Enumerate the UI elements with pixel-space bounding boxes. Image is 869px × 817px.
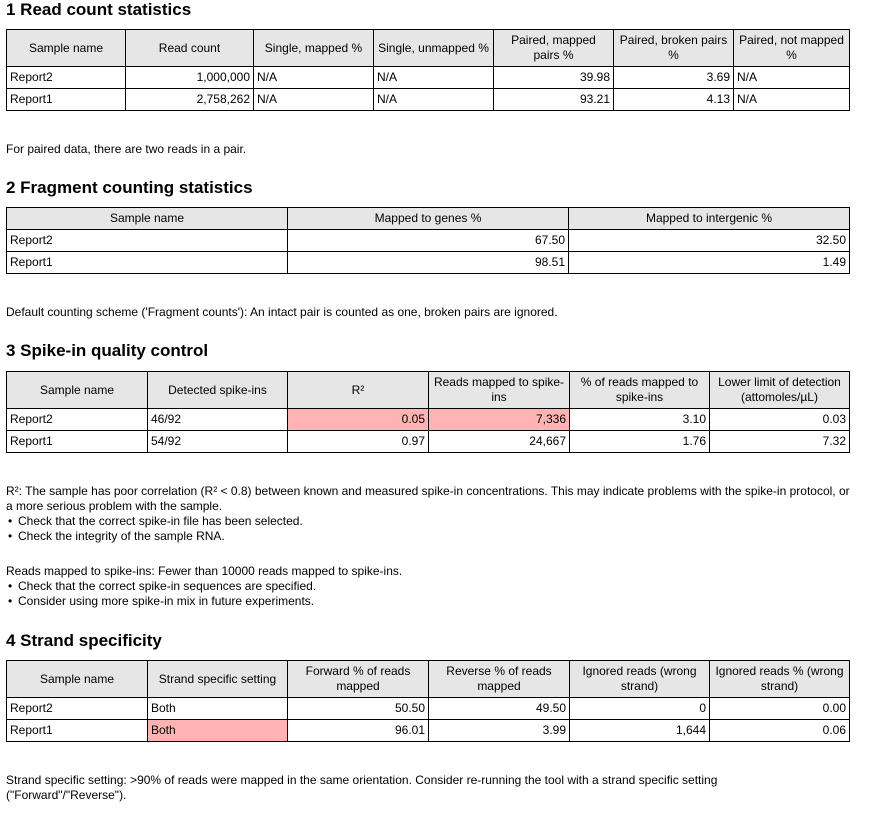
table-cell: Report1 (7, 720, 148, 742)
warning-cell: 7,336 (429, 409, 570, 431)
strand-note: Strand specific setting: >90% of reads were mapped in the same orientation. Consider re-running the tool with a strand specific setting ("Forward"/"Reverse"). (6, 773, 718, 802)
table-cell: 3.99 (429, 720, 570, 742)
table-cell: Report1 (7, 89, 126, 111)
table-row (7, 431, 850, 453)
table-cell: 0 (570, 698, 710, 720)
table-cell: 0.00 (710, 698, 850, 720)
column-header: Paired, mapped pairs % (494, 30, 614, 67)
table-cell: 1.49 (569, 252, 850, 274)
table-cell: Report1 (7, 252, 288, 274)
table-cell: Report2 (7, 409, 148, 431)
table-cell: N/A (374, 89, 494, 111)
table-row (7, 230, 850, 252)
r2-recommendations (6, 514, 851, 544)
table-cell: 0.97 (288, 431, 429, 453)
column-header: Ignored reads % (wrong strand) (710, 661, 850, 698)
column-header: R² (288, 372, 429, 409)
column-header: Reads mapped to spike-ins (429, 372, 570, 409)
table-cell: Both (148, 698, 288, 720)
table-cell: N/A (374, 67, 494, 89)
column-header: Single, mapped % (254, 30, 374, 67)
read-count-note: For paired data, there are two reads in a pair. (6, 142, 247, 156)
table-row (7, 67, 850, 89)
table-cell: Report1 (7, 431, 148, 453)
table-header-row (7, 208, 850, 230)
fragment-note: Default counting scheme ('Fragment counts'): An intact pair is counted as one, broken pairs are ignored. (6, 305, 558, 319)
column-header: Sample name (7, 661, 148, 698)
table-row (7, 698, 850, 720)
warning-cell: Both (148, 720, 288, 742)
table-cell: 2,758,262 (126, 89, 254, 111)
table-cell: 54/92 (148, 431, 288, 453)
spike-in-table (6, 371, 850, 453)
column-header: Strand specific setting (148, 661, 288, 698)
table-cell: 0.03 (710, 409, 850, 431)
section-title-spike-in: 3 Spike-in quality control (6, 341, 209, 360)
list-item: • Check that the correct spike-in sequences are specified. (18, 579, 851, 594)
reads-warning-block (6, 564, 851, 609)
table-cell: 98.51 (288, 252, 569, 274)
table-header-row (7, 372, 850, 409)
table-cell: 1,644 (570, 720, 710, 742)
column-header: % of reads mapped to spike-ins (570, 372, 710, 409)
table-cell: 39.98 (494, 67, 614, 89)
table-header-row (7, 661, 850, 698)
fragment-table (6, 207, 850, 274)
table-cell: N/A (734, 89, 850, 111)
table-cell: N/A (254, 89, 374, 111)
read-count-table (6, 29, 850, 111)
table-cell: 49.50 (429, 698, 570, 720)
table-cell: Report2 (7, 698, 148, 720)
table-row (7, 252, 850, 274)
column-header: Reverse % of reads mapped (429, 661, 570, 698)
column-header: Single, unmapped % (374, 30, 494, 67)
table-cell: 1,000,000 (126, 67, 254, 89)
table-cell: 3.69 (614, 67, 734, 89)
reads-recommendations (6, 579, 851, 609)
section-title-read-count: 1 Read count statistics (6, 0, 192, 19)
list-item: • Check the integrity of the sample RNA. (18, 529, 851, 544)
table-cell: 32.50 (569, 230, 850, 252)
table-cell: 93.21 (494, 89, 614, 111)
table-cell: 67.50 (288, 230, 569, 252)
table-row (7, 409, 850, 431)
list-item: • Consider using more spike-in mix in future experiments. (18, 594, 851, 609)
column-header: Mapped to intergenic % (569, 208, 850, 230)
table-cell: 4.13 (614, 89, 734, 111)
list-item: • Check that the correct spike-in file has been selected. (18, 514, 851, 529)
table-cell: 24,667 (429, 431, 570, 453)
table-cell: 0.06 (710, 720, 850, 742)
table-cell: 1.76 (570, 431, 710, 453)
table-cell: 3.10 (570, 409, 710, 431)
table-header-row (7, 30, 850, 67)
r2-warning-text: R²: The sample has poor correlation (R² < 0.8) between known and measured spike-in concentrations. This may indicate problems with the spike-in protocol, or a more serious problem with the sample. (6, 484, 850, 513)
column-header: Lower limit of detection (attomoles/µL) (710, 372, 850, 409)
column-header: Forward % of reads mapped (288, 661, 429, 698)
table-cell: Report2 (7, 67, 126, 89)
table-cell: N/A (254, 67, 374, 89)
column-header: Detected spike-ins (148, 372, 288, 409)
column-header: Paired, not mapped % (734, 30, 850, 67)
column-header: Sample name (7, 372, 148, 409)
column-header: Mapped to genes % (288, 208, 569, 230)
column-header: Sample name (7, 30, 126, 67)
section-title-strand: 4 Strand specificity (6, 631, 162, 650)
section-title-fragment: 2 Fragment counting statistics (6, 178, 253, 197)
strand-table (6, 660, 850, 742)
table-cell: 7.32 (710, 431, 850, 453)
column-header: Ignored reads (wrong strand) (570, 661, 710, 698)
column-header: Paired, broken pairs % (614, 30, 734, 67)
table-row (7, 720, 850, 742)
r2-warning-block (6, 484, 851, 544)
table-cell: Report2 (7, 230, 288, 252)
column-header: Read count (126, 30, 254, 67)
table-cell: 50.50 (288, 698, 429, 720)
table-cell: 46/92 (148, 409, 288, 431)
table-cell: N/A (734, 67, 850, 89)
warning-cell: 0.05 (288, 409, 429, 431)
table-row (7, 89, 850, 111)
table-cell: 96.01 (288, 720, 429, 742)
column-header: Sample name (7, 208, 288, 230)
reads-warning-text: Reads mapped to spike-ins: Fewer than 10000 reads mapped to spike-ins. (6, 564, 403, 578)
